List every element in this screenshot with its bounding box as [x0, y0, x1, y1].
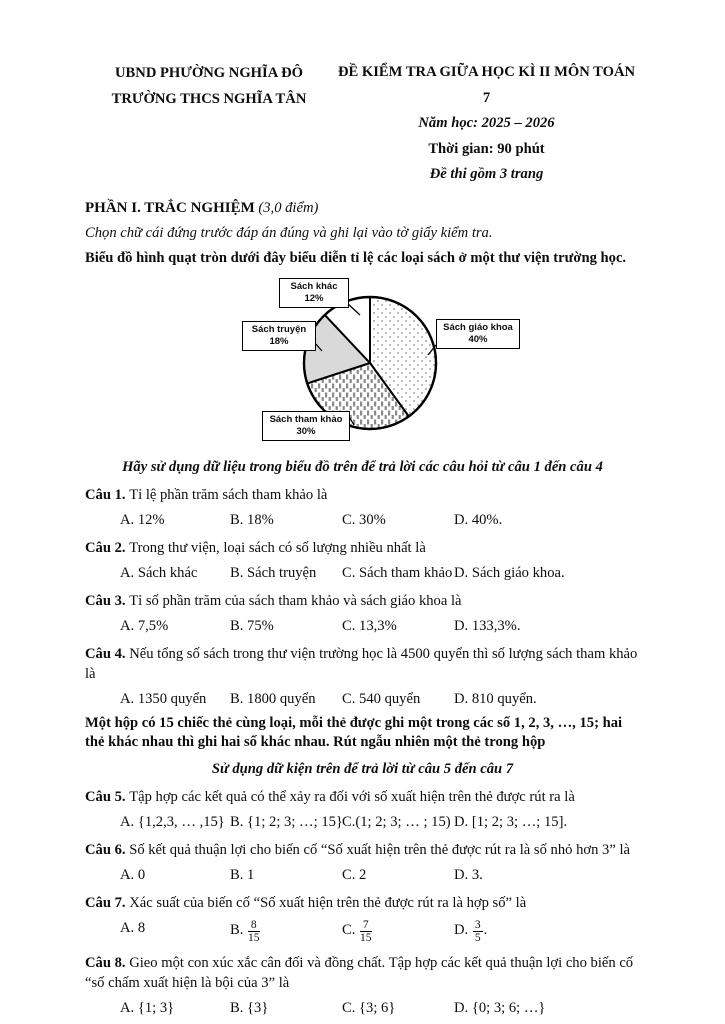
option-A: A. Sách khác — [120, 564, 198, 581]
part1-points: (3,0 điểm) — [254, 199, 319, 216]
option-B: B. 18% — [230, 511, 274, 528]
part1-heading — [85, 198, 640, 218]
option-D: D. Sách giáo khoa. — [454, 564, 565, 581]
question-8 — [85, 953, 640, 1018]
option-D: D. 810 quyển. — [454, 690, 537, 707]
question-number: Câu 3. — [85, 592, 130, 609]
question-text-6: Câu 6. Số kết quả thuận lợi cho biến cố “Số xuất hiện trên thẻ được rút ra là số nhỏ hơn 3” là — [85, 841, 630, 858]
option-C: C. {3; 6} — [342, 1000, 396, 1017]
question-text-3: Câu 3. Tỉ số phần trăm của sách tham khảo và sách giáo khoa là — [85, 592, 462, 609]
options-row — [85, 919, 640, 946]
option-B: B. 1800 quyển — [230, 690, 316, 707]
question-blocks — [85, 458, 640, 1019]
question-number: Câu 8. — [85, 955, 130, 972]
option-D: D. 40%. — [454, 511, 503, 528]
exam-title-block — [333, 60, 640, 188]
option-C: C.(1; 2; 3; … ; 15) — [342, 813, 451, 830]
chart-label-3 — [242, 321, 316, 351]
exam-title: ĐỀ KIỂM TRA GIỮA HỌC KÌ II MÔN TOÁN 7 — [337, 64, 636, 106]
option-D: D. 133,3%. — [454, 617, 521, 634]
chart-label-1 — [436, 319, 520, 349]
option-C: C. 30% — [342, 511, 386, 528]
option-A: A. {1; 3} — [120, 1000, 175, 1017]
option-D: D. 3. — [454, 866, 483, 883]
option-D: D. [1; 2; 3; …; 15]. — [454, 813, 568, 830]
question-2 — [85, 538, 640, 583]
question-text-5: Câu 5. Tập hợp các kết quả có thể xảy ra đối với số xuất hiện trên thẻ được rút ra là — [85, 788, 575, 805]
option-B: B. 1 — [230, 866, 255, 883]
question-5 — [85, 787, 640, 832]
option-B: B. {3} — [230, 1000, 269, 1017]
question-number: Câu 6. — [85, 841, 130, 858]
slice-percent: 40% — [468, 333, 488, 345]
question-text-4: Câu 4. Nếu tổng số sách trong thư viện trường học là 4500 quyển thì số lượng sách tham khảo là — [85, 645, 638, 682]
question-1 — [85, 485, 640, 530]
question-number: Câu 7. — [85, 894, 130, 911]
section-subheading: Sử dụng dữ kiện trên để trả lời từ câu 5 đến câu 7 — [211, 760, 514, 777]
page-count-note: Đề thi gồm 3 trang — [429, 166, 544, 182]
chart-label-2 — [262, 411, 350, 441]
question-6 — [85, 840, 640, 885]
option-A: A. 0 — [120, 866, 146, 883]
fraction: $\frac{8}{15}$ — [248, 918, 260, 945]
options-row — [85, 617, 640, 636]
slice-percent: 18% — [269, 335, 289, 347]
option-B: B. Sách truyện — [230, 564, 317, 581]
fraction: $\frac{3}{5}$ — [474, 918, 481, 945]
slice-percent: 30% — [296, 425, 316, 437]
options-row — [85, 690, 640, 709]
slice-percent: 12% — [304, 292, 324, 304]
question-3 — [85, 591, 640, 636]
chart-intro: Biểu đồ hình quạt tròn dưới đây biểu diễn tỉ lệ các loại sách ở một thư viện trường học. — [85, 249, 627, 266]
fraction: $\frac{7}{15}$ — [360, 918, 372, 945]
part1-heading-bold: PHẦN I. TRẮC NGHIỆM — [85, 199, 255, 216]
option-A: A. 7,5% — [120, 617, 169, 634]
school-header — [85, 60, 333, 188]
question-4 — [85, 644, 640, 709]
option-C: C. 540 quyển — [342, 690, 421, 707]
question-text-8: Câu 8. Gieo một con xúc xắc cân đối và đồng chất. Tập hợp các kết quả thuận lợi cho biến cố “số chấm xuất hiện là bội của 3” là — [85, 955, 634, 992]
org-name: UBND PHƯỜNG NGHĨA ĐÔ — [115, 65, 303, 81]
school-year: Năm học: 2025 – 2026 — [418, 115, 555, 131]
option-B: B. {1; 2; 3; …; 15} — [230, 813, 343, 830]
question-number: Câu 5. — [85, 788, 130, 805]
option-A: A. 1350 quyển — [120, 690, 207, 707]
options-row — [85, 866, 640, 885]
exam-duration: Thời gian: 90 phút — [428, 140, 545, 157]
question-text-2: Câu 2. Trong thư viện, loại sách có số lượng nhiều nhất là — [85, 539, 426, 556]
option-B: B. $\frac{8}{15}$ — [230, 918, 260, 945]
options-row — [85, 999, 640, 1018]
option-D: D. {0; 3; 6; …} — [454, 1000, 546, 1017]
part1-instruction: Chọn chữ cái đứng trước đáp án đúng và ghi lại vào tờ giấy kiểm tra. — [85, 224, 493, 241]
pie-slices — [304, 297, 436, 429]
slice-name: Sách khác — [290, 280, 338, 292]
option-D: D. $\frac{3}{5}$ . — [454, 918, 488, 945]
chart — [240, 275, 530, 451]
option-C: C. Sách tham khảo — [342, 564, 453, 581]
question-7 — [85, 893, 640, 946]
slice-name: Sách tham khảo — [269, 413, 343, 425]
options-row — [85, 564, 640, 583]
context-note: Một hộp có 15 chiếc thẻ cùng loại, mỗi thẻ được ghi một trong các số 1, 2, 3, …, 15; hai thẻ khác nhau thì ghi hai số khác nhau. Rút ngẫu nhiên một thẻ trong hộp — [85, 714, 623, 750]
option-B: B. 75% — [230, 617, 274, 634]
option-A: A. {1,2,3, … ,15} — [120, 813, 225, 830]
question-number: Câu 4. — [85, 645, 130, 662]
option-A: A. 12% — [120, 511, 165, 528]
question-text-7: Câu 7. Xác suất của biến cố “Số xuất hiện trên thẻ được rút ra là hợp số” là — [85, 894, 527, 911]
section-subheading: Hãy sử dụng dữ liệu trong biểu đồ trên để trả lời các câu hỏi từ câu 1 đến câu 4 — [122, 458, 603, 475]
option-A: A. 8 — [120, 919, 146, 936]
slice-name: Sách truyện — [251, 323, 307, 335]
options-row — [85, 813, 640, 832]
question-number: Câu 2. — [85, 539, 130, 556]
option-C: C. 2 — [342, 866, 367, 883]
question-number: Câu 1. — [85, 486, 130, 503]
option-C: C. 13,3% — [342, 617, 397, 634]
chart-label-4 — [279, 278, 349, 308]
question-text-1: Câu 1. Tỉ lệ phần trăm sách tham khảo là — [85, 486, 328, 503]
options-row — [85, 511, 640, 530]
school-name: TRƯỜNG THCS NGHĨA TÂN — [111, 91, 307, 107]
exam-header — [85, 60, 640, 188]
slice-name: Sách giáo khoa — [443, 321, 513, 333]
option-C: C. $\frac{7}{15}$ — [342, 918, 372, 945]
